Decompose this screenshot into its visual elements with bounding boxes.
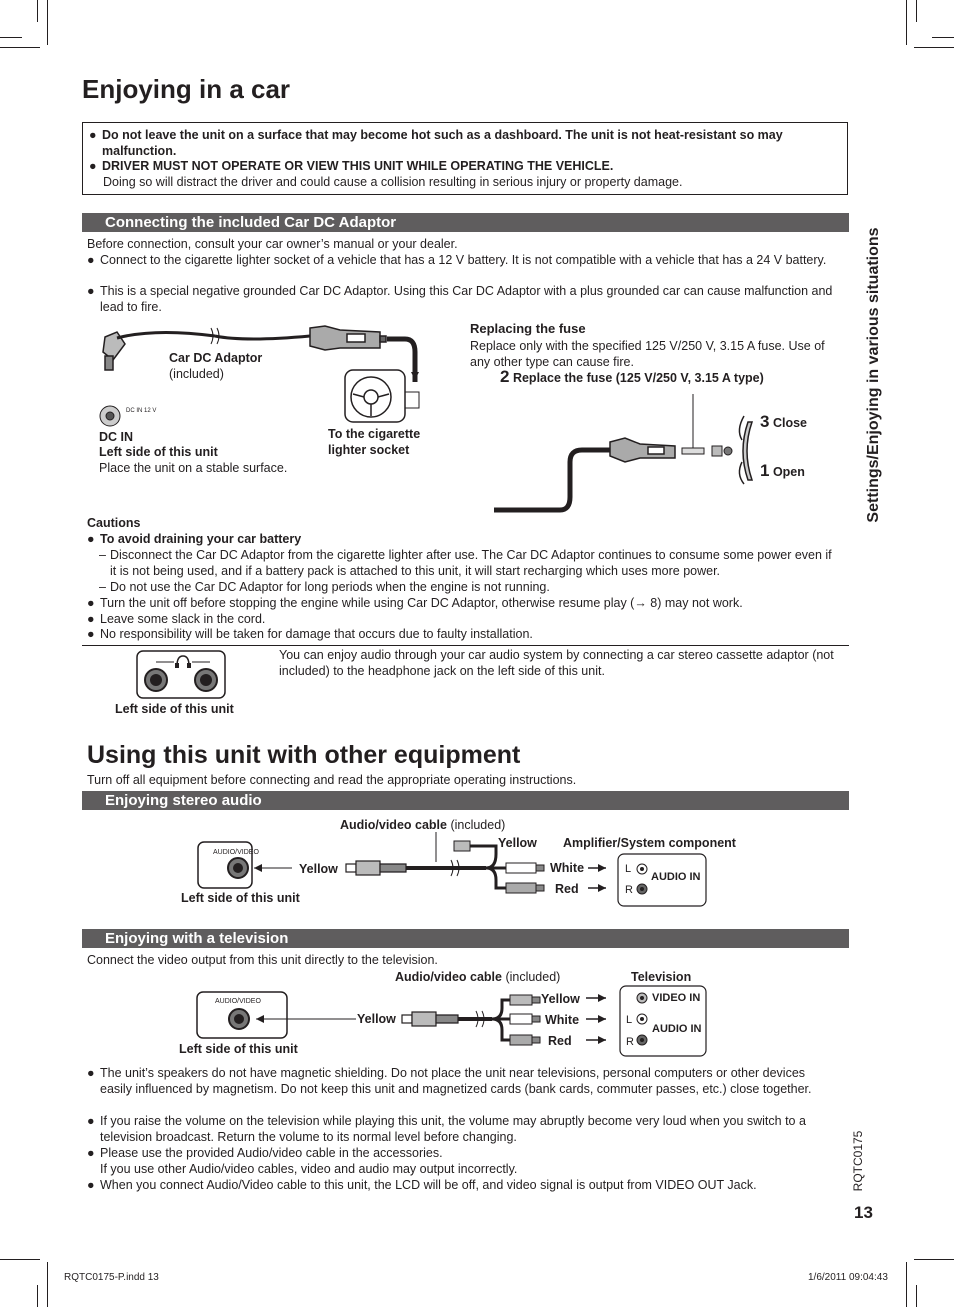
amp-R: R (625, 884, 633, 896)
amp-label: Amplifier/System component (563, 836, 736, 850)
note-item: ● Please use the provided Audio/video cable in the accessories. (87, 1146, 443, 1160)
adaptor-sub: (included) (169, 367, 224, 381)
stereo-yellow-top: Yellow (498, 836, 537, 850)
section-side-label: Settings/Enjoying in various situations (865, 227, 882, 523)
crop-mark (914, 1259, 954, 1260)
crop-mark (916, 0, 917, 22)
caution-battery-title: ● To avoid draining your car battery (87, 532, 302, 546)
stereo-yellow-left: Yellow (299, 862, 338, 876)
tv-audio-in: AUDIO IN (652, 1023, 702, 1035)
car-dc-adaptor-illustration (95, 322, 435, 432)
fuse-title: Replacing the fuse (470, 321, 586, 336)
caution-bullet: ● Leave some slack in the cord. (87, 612, 266, 626)
other-intro: Turn off all equipment before connecting and read the appropriate operating instructions. (87, 773, 577, 787)
yellow-plug-unit (346, 861, 406, 875)
crop-mark (0, 47, 40, 48)
tv-R: R (626, 1036, 634, 1048)
stereo-white: White (550, 861, 585, 875)
fuse-step-3: 3 Close (760, 412, 807, 431)
yellow-plug-unit (402, 1012, 458, 1026)
crop-mark (47, 0, 48, 45)
headphone-caption: Left side of this unit (115, 702, 234, 716)
warning-item: ● Do not leave the unit on a surface that may become hot such as a dashboard. The unit is not heat-resistant so may malfunction. (89, 128, 783, 158)
section-header-tv: Enjoying with a television (82, 929, 849, 948)
doc-code: RQTC0175 (851, 1130, 865, 1192)
page-number: 13 (854, 1203, 873, 1222)
crop-mark (0, 1259, 40, 1260)
tv-cable-label: Audio/video cable (included) (395, 970, 561, 984)
tv-video-in: VIDEO IN (652, 992, 701, 1004)
socket-label: lighter socket (328, 443, 410, 457)
fuse-step-2: 2 Replace the fuse (125 V/250 V, 3.15 A type) (500, 367, 764, 386)
crop-mark (932, 37, 954, 38)
adaptor-label: Car DC Adaptor (169, 351, 263, 365)
unit-place-label: Place the unit on a stable surface. (99, 461, 288, 475)
headphone-jack-illustration (136, 650, 228, 700)
amp-L: L (625, 863, 632, 875)
crop-mark (0, 37, 22, 38)
footer-right: 1/6/2011 09:04:43 (808, 1272, 888, 1283)
crop-mark (906, 1262, 907, 1307)
tv-caption: Left side of this unit (179, 1042, 298, 1056)
tv-red: Red (548, 1034, 572, 1048)
tv-yellow-left: Yellow (357, 1012, 396, 1026)
crop-mark (37, 1285, 38, 1307)
tv-intro: Connect the video output from this unit directly to the television. (87, 953, 438, 967)
note-item: ● If you raise the volume on the television while playing this unit, the volume may abruptly become very loud when you switch to a television broadcast. Return the volume to its normal level before changing. (87, 1114, 806, 1144)
tv-yellow-top: Yellow (541, 992, 580, 1006)
caution-dash: – Do not use the Car DC Adaptor for long periods when the engine is not running. (99, 580, 550, 594)
socket-label: To the cigarette (328, 427, 421, 441)
fuse-text: Replace only with the specified 125 V/250 V, 3.15 A fuse. Use of any other type can cause fire. (470, 339, 825, 369)
car-audio-text: You can enjoy audio through your car audio system by connecting a car stereo cassette adaptor (not included) to the headphone jack on the left side of this unit. (279, 648, 834, 678)
caution-bullet: ● No responsibility will be taken for damage that occurs due to faulty installation. (87, 627, 533, 641)
car-dc-bullet: ● This is a special negative grounded Car DC Adaptor. Using this Car DC Adaptor with a plus grounded car can cause malfunction and lead to fire. (87, 284, 833, 314)
crop-mark (906, 0, 907, 45)
divider (82, 645, 849, 646)
stereo-cable-label: Audio/video cable (included) (340, 818, 506, 832)
crop-mark (47, 1262, 48, 1307)
note-item: ● The unit’s speakers do not have magnetic shielding. Do not place the unit near televisions, personal computers or other devices easily influenced by magnetism. Do not keep this unit and magnetized cards (bank cards, commuter passes, etc.) close together. (87, 1066, 812, 1096)
caution-dash: – Disconnect the Car DC Adaptor from the cigarette lighter after use. The Car DC Adaptor continues to consume some power even if it is not being used, and if a battery pack is attached to this unit, it will start recharging which uses more power. (99, 548, 832, 578)
warning-item: ● DRIVER MUST NOT OPERATE OR VIEW THIS UNIT WHILE OPERATING THE VEHICLE. (89, 159, 614, 173)
crop-mark (914, 47, 954, 48)
svg-text:AUDIO/VIDEO: AUDIO/VIDEO (215, 998, 261, 1005)
cautions-title: Cautions (87, 516, 141, 530)
fuse-illustration (490, 392, 770, 514)
crop-mark (916, 1285, 917, 1307)
page-title: Enjoying in a car (82, 74, 291, 104)
section-header-car-dc: Connecting the included Car DC Adaptor (82, 213, 849, 232)
fuse-cap (743, 422, 752, 480)
television-label: Television (631, 970, 692, 984)
tv-L: L (626, 1014, 633, 1026)
amp-audio-in: AUDIO IN (651, 871, 701, 883)
warning-note: Doing so will distract the driver and could cause a collision resulting in serious injury or property damage. (103, 175, 683, 189)
stereo-red: Red (555, 882, 579, 896)
fuse-step-1: 1 Open (760, 461, 805, 480)
fuse (682, 446, 732, 456)
dc-in-label: DC IN (99, 430, 134, 444)
car-dc-intro: Before connection, consult your car owner’s manual or your dealer. (87, 237, 458, 251)
note-extra: If you use other Audio/video cables, video and audio may output incorrectly. (100, 1162, 518, 1176)
stereo-caption: Left side of this unit (181, 891, 300, 905)
note-item: ● When you connect Audio/Video cable to this unit, the LCD will be off, and video signal is output from VIDEO OUT Jack. (87, 1178, 757, 1192)
car-dc-bullet: ● Connect to the cigarette lighter socket of a vehicle that has a 12 V battery. It is not compatible with a vehicle that has a 24 V battery. (87, 253, 827, 267)
warning-box (82, 122, 848, 195)
section-title-other-equipment: Using this unit with other equipment (87, 741, 521, 769)
svg-text:AUDIO/VIDEO: AUDIO/VIDEO (213, 849, 259, 856)
section-header-stereo: Enjoying stereo audio (82, 791, 849, 810)
cigarette-plug (310, 326, 386, 350)
unit-side-label: Left side of this unit (99, 445, 218, 459)
dc-in-jack (100, 406, 156, 426)
footer-left: RQTC0175-P.indd 13 (64, 1272, 159, 1283)
svg-text:DC IN 12 V: DC IN 12 V (126, 408, 157, 414)
crop-mark (37, 0, 38, 22)
tv-white: White (545, 1013, 580, 1027)
steering-wheel (345, 370, 419, 422)
caution-bullet: ● Turn the unit off before stopping the engine while using Car DC Adaptor, otherwise resume play (→ 8) may not work. (87, 596, 743, 610)
